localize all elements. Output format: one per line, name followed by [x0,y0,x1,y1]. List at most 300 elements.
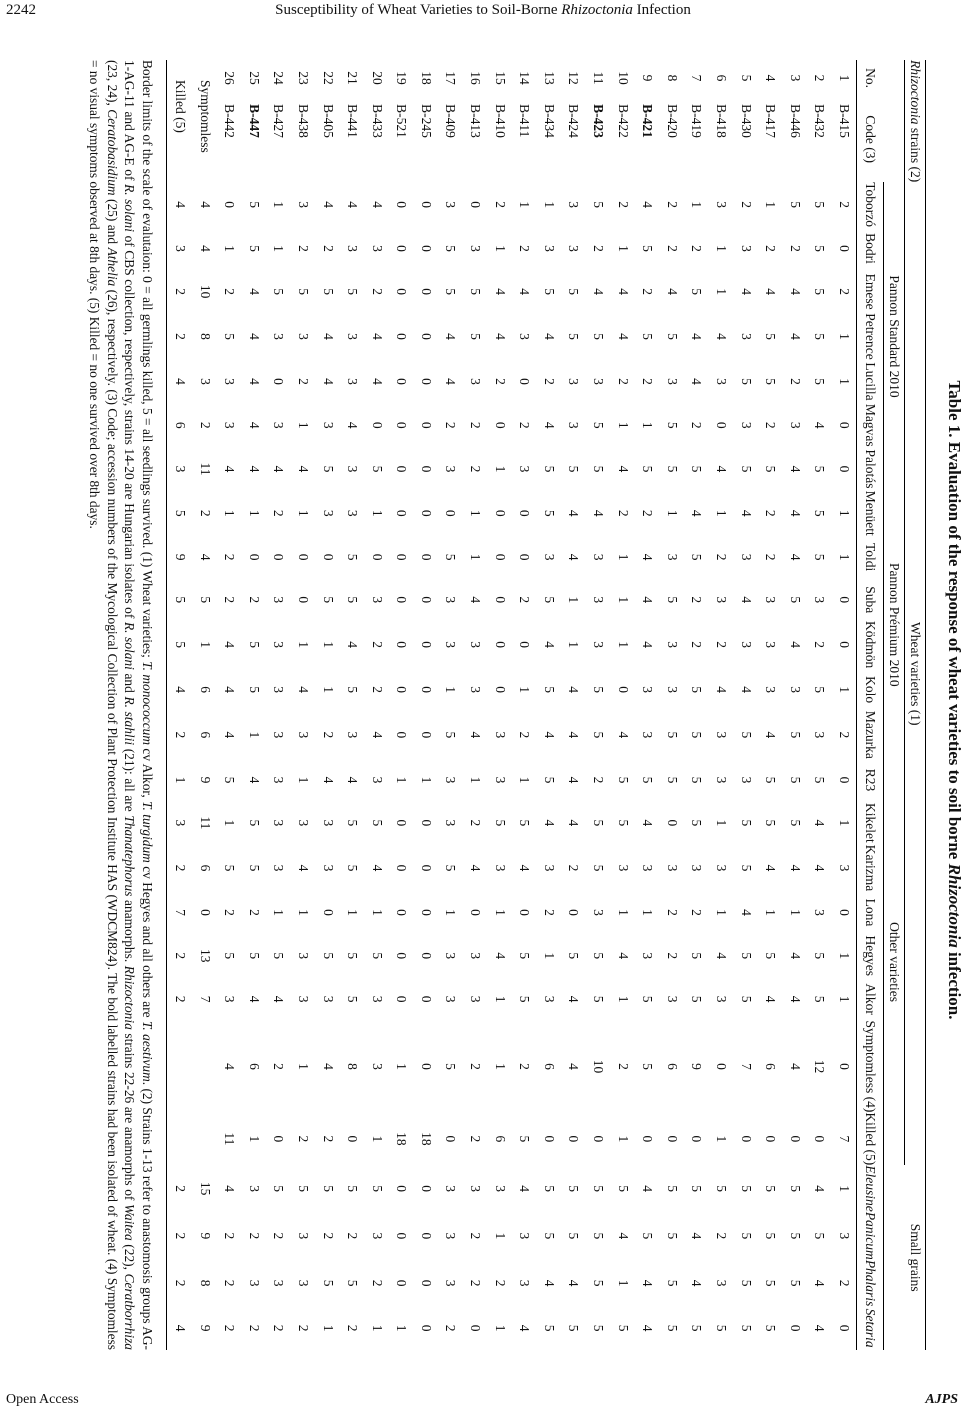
column-header: Symptomless (4) [857,1021,884,1113]
score-cell: 2 [443,1324,459,1332]
score-cell: 3 [443,1232,459,1240]
score-cell: 2 [468,465,484,473]
score-cell: 4 [787,333,803,340]
score-cell: 4 [689,509,705,517]
column-header: Menüett [857,491,884,536]
score-cell: 5 [541,465,557,473]
score-cell: 2 [246,1232,262,1240]
score-cell: 5 [738,465,754,473]
score-cell: 4 [369,201,385,209]
score-cell: 5 [443,553,459,561]
score-cell: 1 [615,421,631,429]
score-cell: 2 [689,421,705,429]
row-number: 5 [738,74,754,82]
score-cell: 0 [492,553,508,561]
score-cell: 18 [418,1132,434,1146]
score-cell: 3 [738,421,754,429]
score-cell: 4 [541,731,557,739]
score-cell: 4 [591,288,607,295]
score-cell: 4 [541,819,557,827]
score-cell: 5 [812,378,828,385]
score-cell: 0 [492,509,508,517]
score-cell: 0 [517,509,533,517]
score-cell: 2 [517,731,533,739]
score-cell: 3 [468,952,484,960]
strain-code: B-422 [615,104,631,138]
score-cell: 1 [492,1063,508,1070]
score-cell: 5 [541,1232,557,1240]
score-cell: 2 [541,909,557,916]
score-cell: 5 [566,1185,582,1192]
table-row [487,60,512,1350]
score-cell: 2 [369,641,385,649]
score-cell: 5 [763,333,779,340]
score-cell: 5 [295,288,311,295]
score-cell: 3 [345,378,361,385]
score-cell: 1 [369,509,385,517]
score-cell: 5 [222,333,238,340]
score-cell: 4 [714,952,730,960]
score-cell: 5 [787,596,803,604]
score-cell: 4 [787,995,803,1003]
score-cell: 1 [664,509,680,517]
code-header: Code (3) [857,96,884,182]
score-cell: 3 [738,641,754,649]
score-cell: 4 [345,201,361,209]
score-cell: 5 [295,1185,311,1192]
score-cell: 5 [345,952,361,960]
score-cell: 5 [320,952,336,960]
summary-label: Symptomless [197,80,213,153]
score-cell: 2 [320,1232,336,1240]
score-cell: 1 [222,819,238,827]
score-cell: 0 [763,1135,779,1143]
score-cell: 0 [394,333,410,340]
score-cell: 0 [738,1135,754,1143]
table-row [684,60,709,1350]
score-cell: 5 [615,819,631,827]
summary-cell: 15 [197,1181,213,1196]
score-cell: 3 [664,641,680,649]
column-header: Phalaris [857,1260,884,1307]
score-cell: 2 [763,553,779,561]
score-cell: 0 [418,509,434,517]
row-number: 13 [541,71,557,85]
strain-code: B-441 [345,104,361,138]
score-cell: 5 [763,1279,779,1287]
score-cell: 0 [418,245,434,252]
score-cell: 5 [246,819,262,827]
summary-cell: 6 [197,686,213,693]
score-cell: 4 [640,201,656,209]
score-cell: 5 [345,686,361,693]
summary-cell: 7 [197,995,213,1003]
score-cell: 4 [689,333,705,340]
score-cell: 3 [271,864,287,872]
score-cell: 1 [517,776,533,784]
score-cell: 0 [418,952,434,960]
score-cell: 0 [517,909,533,916]
score-cell: 3 [812,596,828,604]
score-cell: 5 [664,1232,680,1240]
score-cell: 1 [837,995,852,1003]
strain-code: B-427 [271,104,287,138]
column-header: Setaria [857,1306,884,1350]
journal-abbrev: AJPS [925,1392,958,1407]
row-number: 10 [615,71,631,85]
score-cell: 1 [492,995,508,1003]
score-cell: 1 [566,641,582,649]
column-header: Kikelet [857,801,884,845]
summary-label: Killed (5) [167,60,192,182]
score-cell: 4 [738,909,754,916]
score-cell: 5 [345,553,361,561]
score-cell: 4 [689,378,705,385]
strain-code: B-421 [640,104,656,138]
score-cell: 0 [837,421,852,429]
score-cell: 3 [566,378,582,385]
score-cell: 4 [640,1185,656,1192]
strain-code: B-410 [492,104,508,138]
strain-code: B-418 [714,104,730,138]
score-cell: 3 [492,864,508,872]
strain-code: B-413 [468,104,484,138]
score-cell: 5 [320,596,336,604]
summary-cell: 3 [197,378,213,385]
summary-cell [192,1112,217,1165]
score-cell: 1 [714,288,730,295]
score-cell: 0 [517,553,533,561]
score-cell: 4 [295,465,311,473]
score-cell: 4 [714,465,730,473]
score-cell: 1 [615,1279,631,1287]
score-cell: 4 [566,819,582,827]
score-cell: 4 [369,731,385,739]
score-cell: 2 [320,245,336,252]
table-row [831,60,856,1350]
score-cell: 5 [812,1232,828,1240]
score-cell: 2 [468,819,484,827]
summary-cell: 2 [167,1165,192,1212]
score-cell: 5 [541,288,557,295]
score-cell: 4 [345,421,361,429]
score-cell: 3 [714,378,730,385]
score-cell: 3 [492,1185,508,1192]
score-cell: 0 [394,1185,410,1192]
score-cell: 4 [787,641,803,649]
score-cell: 4 [271,995,287,1003]
score-cell: 5 [246,641,262,649]
score-cell: 5 [714,1324,730,1332]
score-cell: 5 [640,245,656,252]
score-cell: 3 [443,819,459,827]
score-cell: 3 [320,421,336,429]
score-cell: 0 [418,686,434,693]
score-cell: 2 [615,201,631,209]
score-cell: 4 [689,1232,705,1240]
score-cell: 2 [615,378,631,385]
score-cell: 4 [468,596,484,604]
score-cell: 0 [418,596,434,604]
score-cell: 5 [345,864,361,872]
summary-cell: 10 [197,284,213,299]
summary-cell: 4 [197,553,213,561]
score-cell: 2 [271,1063,287,1070]
score-cell: 1 [468,509,484,517]
summary-cell: 9 [197,776,213,784]
score-cell: 4 [566,731,582,739]
score-cell: 3 [443,1185,459,1192]
score-cell: 0 [492,686,508,693]
score-cell: 3 [664,553,680,561]
score-cell: 5 [541,1185,557,1192]
row-number: 1 [837,74,852,82]
strain-code: B-245 [418,104,434,138]
score-cell: 0 [837,1063,852,1070]
score-cell: 1 [615,245,631,252]
score-cell: 0 [394,641,410,649]
score-cell: 3 [714,1279,730,1287]
score-cell: 1 [615,553,631,561]
score-cell: 4 [468,864,484,872]
score-cell: 5 [443,245,459,252]
score-cell: 3 [369,596,385,604]
score-cell: 5 [517,819,533,827]
score-cell: 0 [837,245,852,252]
score-cell: 0 [714,1063,730,1070]
score-cell: 1 [837,553,852,561]
row-number: 26 [222,71,238,85]
score-cell: 2 [517,421,533,429]
score-cell: 10 [591,1059,607,1074]
score-cell: 5 [615,1324,631,1332]
score-cell: 0 [394,864,410,872]
score-cell: 5 [591,1324,607,1332]
pannon-standard-header: Pannon Standard 2010 [884,182,905,491]
score-cell: 3 [295,201,311,209]
strain-code: B-415 [837,104,852,138]
score-cell: 3 [295,333,311,340]
row-number: 8 [664,74,680,82]
score-cell: 5 [640,995,656,1003]
score-cell: 2 [541,378,557,385]
column-header: Ködmön [857,621,884,668]
score-cell: 1 [418,776,434,784]
score-cell: 2 [492,378,508,385]
score-cell: 4 [640,641,656,649]
strain-code: B-424 [566,104,582,138]
score-cell: 4 [812,1185,828,1192]
score-cell: 0 [468,909,484,916]
score-cell: 0 [418,1063,434,1070]
summary-cell: 2 [167,1260,192,1307]
score-cell: 1 [837,333,852,340]
score-cell: 4 [615,465,631,473]
score-cell: 5 [664,333,680,340]
score-cell: 4 [222,465,238,473]
score-cell: 4 [566,1279,582,1287]
score-cell: 4 [443,333,459,340]
score-cell: 5 [640,776,656,784]
column-header: Lona [857,891,884,934]
score-cell: 4 [566,995,582,1003]
table-row [463,60,488,1350]
score-cell: 5 [640,333,656,340]
score-cell: 5 [443,1063,459,1070]
score-cell: 3 [271,686,287,693]
score-cell: 5 [812,776,828,784]
score-cell: 3 [738,553,754,561]
score-cell: 5 [246,245,262,252]
score-cell: 5 [591,864,607,872]
row-number: 11 [591,71,607,85]
score-cell: 5 [345,995,361,1003]
score-cell: 3 [443,1279,459,1287]
score-cell: 0 [837,465,852,473]
score-cell: 0 [394,201,410,209]
table-row [241,60,266,1350]
score-cell: 3 [320,509,336,517]
score-cell: 4 [615,731,631,739]
score-cell: 3 [369,245,385,252]
summary-cell: 4 [167,668,192,711]
score-cell: 5 [566,465,582,473]
score-cell: 1 [566,596,582,604]
score-cell: 5 [689,553,705,561]
summary-cell: 9 [167,536,192,579]
column-header: Alkor [857,978,884,1021]
score-cell: 5 [541,596,557,604]
score-cell: 0 [394,731,410,739]
score-cell: 5 [689,952,705,960]
score-cell: 5 [689,465,705,473]
score-cell: 3 [345,465,361,473]
score-cell: 2 [664,952,680,960]
score-cell: 2 [615,1063,631,1070]
score-cell: 0 [394,509,410,517]
score-cell: 4 [295,686,311,693]
score-cell: 5 [738,864,754,872]
score-cell: 0 [394,686,410,693]
score-cell: 2 [492,1279,508,1287]
score-cell: 3 [837,864,852,872]
score-cell: 3 [443,952,459,960]
score-cell: 4 [320,1063,336,1070]
score-cell: 3 [443,201,459,209]
summary-row [167,60,192,1350]
score-cell: 3 [468,686,484,693]
score-cell: 4 [222,641,238,649]
other-varieties-header: Other varieties [884,759,905,1165]
row-number: 9 [640,74,656,82]
score-cell: 0 [418,1185,434,1192]
row-number: 3 [787,74,803,82]
score-cell: 3 [714,776,730,784]
row-number: 23 [295,71,311,85]
score-cell: 2 [664,909,680,916]
score-cell: 1 [837,819,852,827]
summary-cell: 6 [197,731,213,739]
score-cell: 4 [222,731,238,739]
running-title: Susceptibility of Wheat Varieties to Soil-Borne Rhizoctonia Infection [275,2,691,18]
score-cell: 3 [517,1279,533,1287]
score-cell: 3 [812,909,828,916]
summary-cell: 4 [197,201,213,209]
score-cell: 1 [320,641,336,649]
score-cell: 1 [714,245,730,252]
score-cell: 2 [222,1324,238,1332]
score-cell: 0 [468,1324,484,1332]
score-cell: 5 [271,1185,287,1192]
score-cell: 3 [295,731,311,739]
row-number: 15 [492,71,508,85]
score-cell: 3 [812,731,828,739]
score-cell: 5 [689,731,705,739]
score-cell: 3 [640,686,656,693]
score-cell: 5 [689,776,705,784]
score-cell: 1 [615,995,631,1003]
score-cell: 0 [566,909,582,916]
score-cell: 4 [320,378,336,385]
score-cell: 0 [664,819,680,827]
score-cell: 6 [492,1135,508,1143]
score-cell: 2 [369,288,385,295]
score-cell: 3 [566,245,582,252]
score-cell: 2 [689,909,705,916]
score-cell: 1 [837,952,852,960]
score-cell: 5 [541,509,557,517]
score-cell: 2 [468,421,484,429]
score-cell: 5 [591,1185,607,1192]
score-cell: 0 [468,201,484,209]
score-cell: 3 [714,201,730,209]
score-cell: 3 [837,1232,852,1240]
score-cell: 1 [295,509,311,517]
score-cell: 1 [369,1324,385,1332]
column-header: Petrence [857,313,884,359]
score-cell: 3 [763,641,779,649]
score-cell: 0 [418,465,434,473]
score-cell: 3 [689,864,705,872]
score-cell: 1 [640,909,656,916]
score-cell: 0 [394,1232,410,1240]
table-row [315,60,340,1350]
score-cell: 1 [271,201,287,209]
score-cell: 1 [837,686,852,693]
score-cell: 3 [615,864,631,872]
score-cell: 2 [763,421,779,429]
score-cell: 5 [443,288,459,295]
score-cell: 3 [320,864,336,872]
strain-code: B-433 [369,104,385,138]
score-cell: 5 [812,465,828,473]
score-cell: 11 [222,1132,238,1146]
score-cell: 5 [787,731,803,739]
score-cell: 2 [714,641,730,649]
score-cell: 4 [517,864,533,872]
table-row [708,60,733,1350]
score-cell: 0 [271,1135,287,1143]
score-cell: 2 [468,1135,484,1143]
score-cell: 2 [295,1324,311,1332]
score-cell: 2 [714,1232,730,1240]
score-cell: 18 [394,1132,410,1146]
score-cell: 4 [664,288,680,295]
score-cell: 0 [492,421,508,429]
score-cell: 3 [345,731,361,739]
score-cell: 5 [517,952,533,960]
score-cell: 0 [418,909,434,916]
